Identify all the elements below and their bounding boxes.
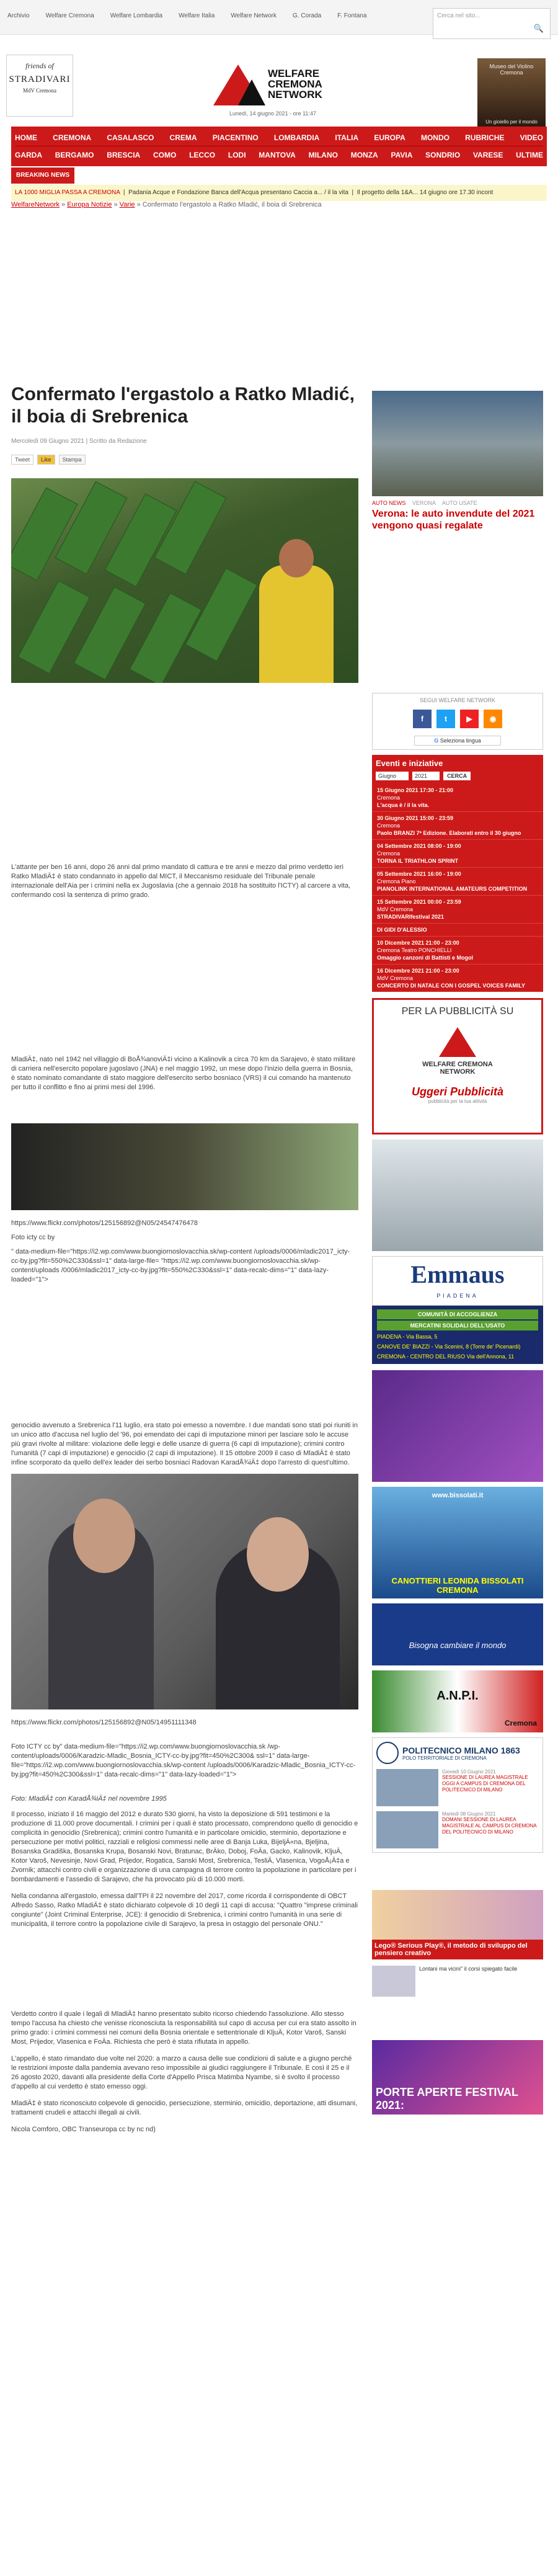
- purple-ad-image[interactable]: [372, 1370, 543, 1482]
- article-paragraph: L'attante per ben 16 anni, dopo 26 anni dal primo mandato di cattura e tre anni e mezzo dal primo verdetto ieri Ratko MladiÄ‡ è stato condannato in appello dal MICT, il Meccanismo residuale del Tribunale penale internazionale dell'Aia per i crimini nella ex Jugoslavia (che a gennaio 2018 ha sostituito l'ICTY) al carcere a vita, confermando così la sentenza di primo grado.: [11, 863, 351, 899]
- image-code: " data-medium-file="https://i2.wp.com/www.buongiornoslovacchia.sk/wp-content /uploads/0006/mladic2017_icty-cc-by.jpg?fit=550%2C330&ssl=1" data-large-file= "https://i2.wp.com/www.buongiornoslovacchia.sk/wp-content/uploads /0006/mladic2017_icty-cc-by.jpg?fit=550%2C330&ssl=1" data-recalc-dims="1" data-lazy-loaded="1">: [11, 1248, 350, 1283]
- event-date: 10 Dicembre 2021 21:00 - 23:00: [377, 940, 459, 946]
- event-date: 15 Giugno 2021 17:30 - 21:00: [377, 787, 454, 793]
- breaking-news-label: BREAKING NEWS: [11, 167, 74, 184]
- events-widget: [372, 755, 543, 992]
- sidebar-news-image[interactable]: [372, 391, 543, 496]
- event-item[interactable]: [372, 868, 543, 896]
- search-icon[interactable]: 🔍: [533, 24, 544, 33]
- article-paragraph: genocidio avvenuto a Srebrenica l'11 luglio, era stato poi emesso a novembre. I due mandati sono stati poi riuniti in un unico atto d'accusa nel luglio del '96, poi emendato dei capi di imputazione minori per lasciare solo le accuse più gravi rivolte al militare: violazione delle leggi e delle usanze di guerra (6 capi di imputazione); crimini contro l'umanità (7 capi di imputazione) e genocidio (2 capi di imputazione). Il 15 ottobre 2009 il caso di MladiÄ‡ è stato infine scorporato da quello dell'ex leader dei serbo bosniaci Radovan KaradÅ¾iÄ‡ dopo l'arresto di quest'ultimo.: [11, 1422, 358, 1466]
- ticker-item[interactable]: Il progetto della 1&A... 14 giugno ore 17.30 incont: [356, 189, 494, 196]
- topnav-link[interactable]: Welfare Cremona: [45, 12, 94, 19]
- bissolati-url: www.bissolati.it: [432, 1492, 484, 1499]
- uggeri-sub: pubblicità per la tua attività: [428, 1099, 487, 1104]
- emmaus-sub: PIADENA: [436, 1293, 479, 1299]
- event-date: 05 Settembre 2021 16:00 - 19:00: [377, 871, 461, 877]
- ticker-item[interactable]: Padania Acque e Fondazione Banca dell'Acqua presentano Caccia a... / il la vita: [128, 189, 348, 196]
- fb-post-image[interactable]: [372, 1890, 543, 1940]
- article-paragraph: MladiÄ‡, nato nel 1942 nel villaggio di BoÅ¾anoviÄ‡i vicino a Kalinovik a circa 70 km da Sarajevo, è stato militare di carriera nell'esercito popolare jugoslavo (JNA) e nel maggio 1992, un mese dopo l'inizio della guerra in Bosnia, è stato nominato comandante di stato maggiore dell'esercito serbo bosniaco (VRS) il cui comando ha mantenuto per tutto il conflitto e fino ai primi mesi del 1996.: [11, 1056, 356, 1091]
- nav-item[interactable]: CREMA: [169, 133, 197, 142]
- museo-title: Museo del Violino: [489, 63, 534, 69]
- news-thumb: [376, 1811, 438, 1848]
- event-place: MdV Cremona: [377, 906, 414, 912]
- image-credit: Foto icty cc by: [11, 1234, 55, 1241]
- sidebar-tag[interactable]: AUTO USATE: [441, 500, 477, 506]
- event-place: MdV Cremona: [377, 975, 414, 981]
- nav-item[interactable]: SONDRIO: [425, 151, 461, 159]
- porte-aperte-title: PORTE APERTE FESTIVAL 2021:: [376, 2086, 518, 2111]
- topnav-link[interactable]: Welfare Italia: [179, 12, 215, 19]
- facebook-icon[interactable]: f: [413, 710, 432, 728]
- canottieri-title: CANOTTIERI LEONIDA BISSOLATI CREMONA: [391, 1576, 524, 1595]
- topnav-link[interactable]: G. Corada: [293, 12, 322, 19]
- sidebar-news-tags: [372, 500, 543, 506]
- sidebar: [372, 391, 543, 2115]
- article-paragraph: MladiÄ‡ è stato riconosciuto colpevole di genocidio, persecuzione, sterminio, omicidio, deportazione, atti disumani, trattamenti crudeli e attacchi illegali ai civili.: [11, 2100, 358, 2116]
- event-title: Paolo BRANZI 7ª Edizione. Elaborati entro il 30 giugno: [377, 830, 521, 836]
- event-place: Cremona Teatro PONCHIELLI: [377, 947, 452, 953]
- events-title: Eventi e iniziative: [376, 759, 443, 768]
- event-item[interactable]: [372, 812, 543, 840]
- bisogna-cambiare-ad[interactable]: [372, 1603, 543, 1665]
- mercatini-title: MERCATINI SOLIDALI DELL'USATO: [377, 1321, 538, 1330]
- sidebar-tag[interactable]: AUTO NEWS: [372, 500, 406, 506]
- bissolati-ad[interactable]: [372, 1487, 543, 1598]
- uggeri-text: Uggeri Pubblicità: [411, 1085, 504, 1098]
- follow-box: [372, 693, 543, 750]
- logo-inner-triangle-icon: [238, 79, 265, 105]
- article-paragraph: Il processo, iniziato il 16 maggio del 2012 e durato 530 giorni, ha visto la deposizione di 591 testimoni e la produzione di 11.000 prove documentali. I crimini per i quali è stato processato, comprendono quello di genocidio e complicità in genocidio (Srebrenica); crimini contro l'umanità e in particolare omicidio, sterminio, deportazione e persecuzione per motivi politici, razziali e religiosi commessi nelle aree di Banja Luka, BijeljÄ«na, Bjeljina, Bosanska Gradiška, Bosanska Krupa, Bosanski Novi, Bratunac, BrÄko, Doboj, FoÄa, Gacko, Kalinovik, KljuÄ, Kotor Varoš, Nevesinje, Novi Grad, Prijedor, Rogatica, Sanski Most, Srebrenica, TesliÄ, Vlasenica, VogoÅ¡Ä‡a e Zvornik; attacchi contro civili e organizzazione di una campagna di terrore contro la popolazione in particolare per i bombardamenti e l'assedio di Sarajevo, che ha provocato più di 10.000 morti.: [11, 1811, 358, 1883]
- news-date: Martedì 08 Giugno 2021: [442, 1811, 496, 1817]
- nav-item[interactable]: MONZA: [350, 151, 378, 159]
- politecnico-widget: [372, 1737, 543, 1853]
- event-item[interactable]: [372, 937, 543, 965]
- like-button[interactable]: Like: [37, 455, 55, 465]
- event-place: Cremona: [377, 850, 401, 857]
- share-buttons: [11, 455, 358, 465]
- event-date: 15 Settembre 2021 00:00 - 23:59: [377, 899, 461, 905]
- topnav-link[interactable]: Welfare Lombardia: [110, 12, 163, 19]
- event-title: Omaggio canzoni di Battisti e Mogol: [377, 955, 474, 961]
- nav-item[interactable]: HOME: [15, 133, 37, 142]
- search-placeholder: Cerca nel sito...: [437, 12, 480, 19]
- article-main-image: [11, 478, 358, 683]
- porte-aperte-ad[interactable]: [372, 2040, 543, 2115]
- nav-item[interactable]: BERGAMO: [55, 151, 94, 159]
- anpi-title: A.N.P.I.: [436, 1689, 479, 1703]
- topnav-link[interactable]: F. Fontana: [337, 12, 367, 19]
- mercatino-location: PIADENA - Via Bassa, 5: [377, 1334, 438, 1340]
- follow-label: SEGUI WELFARE NETWORK: [419, 697, 495, 703]
- event-title: PIANOLINK INTERNATIONAL AMATEURS COMPETITION: [377, 886, 528, 892]
- event-item[interactable]: [372, 784, 543, 812]
- museo-caption: Un gioiello per il mondo: [485, 119, 538, 125]
- google-icon: G: [434, 738, 439, 744]
- breaking-news: [11, 166, 547, 196]
- politecnico-news[interactable]: [376, 1769, 539, 1806]
- breadcrumb-subsection[interactable]: Varie: [119, 201, 135, 208]
- nav-item[interactable]: GARDA: [15, 151, 42, 159]
- image-link[interactable]: https://www.flickr.com/photos/125156892@N05/14951111348: [11, 1719, 197, 1726]
- translate-select[interactable]: [414, 736, 501, 746]
- politecnico-news[interactable]: [376, 1811, 539, 1848]
- nav-item[interactable]: EUROPA: [374, 133, 405, 142]
- nav-item[interactable]: RUBRICHE: [465, 133, 505, 142]
- main-nav: [11, 127, 547, 166]
- museo-sub: Cremona: [500, 69, 523, 76]
- nav-item[interactable]: MONDO: [420, 133, 450, 142]
- fb-post-title[interactable]: Lego® Serious Play®, il metodo di sviluppo del pensiero creativo: [372, 1940, 543, 1959]
- news-thumb: [372, 1966, 415, 1997]
- nav-row-2: [15, 146, 543, 164]
- site-logo[interactable]: [205, 65, 353, 120]
- nav-item[interactable]: PAVIA: [391, 151, 413, 159]
- event-title: L'acqua è / il la vita.: [377, 802, 430, 808]
- news-title: Lontani ma vicini" il corsi spiegato facile: [419, 1966, 518, 1972]
- news-title: DOMANI SESSIONE DI LAUREA MAGISTRALE AL CAMPUS DI CREMONA DEL POLITECNICO DI MILANO: [442, 1817, 537, 1835]
- ad-logo-text: WELFARE CREMONA NETWORK: [422, 1061, 493, 1076]
- article-image-karadzic-mladic: [11, 1474, 358, 1709]
- nav-item[interactable]: LECCO: [189, 151, 216, 159]
- politecnico-sub: POLO TERRITORIALE DI CREMONA: [402, 1755, 487, 1761]
- nav-item[interactable]: BRESCIA: [107, 151, 141, 159]
- advertising-title: PER LA PUBBLICITÀ SU: [401, 1006, 514, 1017]
- breadcrumb: WelfareNetwork » Europa Notizie » Varie » Confermato l'ergastolo a Ratko Mladić, il boia di Srebrenica: [11, 201, 322, 208]
- nav-item[interactable]: COMO: [153, 151, 177, 159]
- month-select[interactable]: Giugno: [376, 772, 409, 780]
- advertising-box[interactable]: [372, 998, 543, 1134]
- breadcrumb-section[interactable]: Europa Notizie: [67, 201, 112, 208]
- nav-item[interactable]: LODI: [228, 151, 246, 159]
- friends-stradivari-banner[interactable]: [6, 55, 73, 117]
- event-item[interactable]: [372, 896, 543, 924]
- bisogna-text: Bisogna cambiare il mondo: [409, 1641, 507, 1650]
- article-paragraph: Verdetto contro il quale i legali di MladiÄ‡ hanno presentato subito ricorso chiedendo l'assoluzione. Allo stesso tempo l'accusa ha chiesto che venisse riconosciuta la responsabilità sul capo di accusa per cui era stato assolto in primo grado: i crimini commessi nei comuni della Bosnia orientale e settentrionale di KljuÄ, Kotor Varoš, Sanski Most, Prijedor, Vlasenica e FoÄa. Richiesta che però è stata rifiutata in appello.: [11, 2010, 356, 2046]
- topnav-link[interactable]: Welfare Network: [231, 12, 277, 19]
- mercatino-location: CREMONA - CENTRO DEL RIUSO Via dell'Annona, 11: [377, 1353, 515, 1360]
- image-credit: Foto ICTY cc by" data-medium-file="https://i2.wp.com/www.buongiornoslovacchia.sk /wp-content/uploads/0006/Karadzic-Mladic_Bosnia_ICTY-cc-by.jpg?fit=450%2C300& ssl=1" data-large-file="https://i2.wp.com/www.buongiornoslovacchia.sk/wp-content /uploads/0006/Karadzic-Mladic_Bosnia_ICTY-cc-by.jpg?fit=450%2C300&ssl=1" data-recalc-dims="1" data-lazy-loaded="1">: [11, 1743, 356, 1778]
- site-header: [0, 35, 558, 127]
- article-image-mladic: [11, 1123, 358, 1210]
- ad-logo-triangle-icon: [439, 1027, 476, 1057]
- emmaus-ad[interactable]: [372, 1256, 543, 1306]
- mercatino-location: CANOVE DE' BIAZZI - Via Scenini, 8 (Torre de' Picenardi): [377, 1344, 521, 1350]
- event-title: TORNA IL TRIATHLON SPRINT: [377, 858, 459, 864]
- mercatini-box[interactable]: [372, 1306, 543, 1364]
- image-link[interactable]: https://www.flickr.com/photos/125156892@N05/24547476478: [11, 1219, 198, 1227]
- friends-line: friends of: [25, 61, 54, 70]
- nav-item[interactable]: VIDEO: [520, 133, 543, 142]
- nav-item[interactable]: MILANO: [308, 151, 338, 159]
- event-title: DI GIDI D'ALESSIO: [377, 927, 427, 933]
- emmaus-title: Emmaus: [410, 1260, 505, 1288]
- article-paragraph: Nella condanna all'ergastolo, emessa dall'TPI il 22 novembre del 2017, come ricorda il corrispondente di OBCT Alfredo Sasso, Ratko MladiÄ‡ è stato dichiarato colpevole di 10 degli 11 capi di accusa: "Quattro "imprese criminali congiunte" (Joint Criminal Enterprise, JCE): il genocidio di Srebrenica, i crimini contro l'umanità in una serie di municipalità, il terrore contro la popolazione civile di Sarajevo, la presa in ostaggio del personale ONU.": [11, 1892, 358, 1928]
- anpi-ad[interactable]: [372, 1670, 543, 1732]
- sidebar-news-title[interactable]: Verona: le auto invendute del 2021 vengono quasi regalate: [372, 509, 535, 531]
- nav-item[interactable]: CASALASCO: [107, 133, 154, 142]
- fb-post-small[interactable]: [372, 1966, 543, 1997]
- nav-item[interactable]: CREMONA: [53, 133, 92, 142]
- events-search-button[interactable]: CERCA: [443, 772, 471, 780]
- article-credit: Nicola Comforo, OBC Transeuropa cc by nc nd): [11, 2126, 156, 2133]
- twitter-icon[interactable]: t: [436, 710, 455, 728]
- event-date: 04 Settembre 2021 08:00 - 19:00: [377, 843, 461, 849]
- ticker-item[interactable]: LA 1000 MIGLIA PASSA A CREMONA: [15, 189, 120, 196]
- top-bar: [0, 0, 558, 35]
- breadcrumb-home[interactable]: WelfareNetwork: [11, 201, 60, 208]
- top-nav: [7, 12, 366, 19]
- header-date: Lunedì, 14 giugno 2021 - ore 11:47: [229, 110, 316, 117]
- politecnico-title: POLITECNICO MILANO 1863: [402, 1745, 520, 1755]
- event-item[interactable]: [372, 840, 543, 868]
- event-title: CONCERTO DI NATALE CON I GOSPEL VOICES FAMILY: [377, 983, 526, 989]
- event-place: Cremona: [377, 822, 401, 829]
- politecnico-logo-icon: [376, 1742, 399, 1764]
- event-item[interactable]: [372, 924, 543, 937]
- nav-item[interactable]: VARESE: [472, 151, 503, 159]
- comunita-title: COMUNITÀ DI ACCOGLIENZA: [377, 1309, 538, 1319]
- event-item[interactable]: [372, 965, 543, 992]
- event-title: STRADIVARIfestival 2021: [377, 914, 444, 920]
- event-place: Cremona Piano: [377, 878, 416, 885]
- rss-icon[interactable]: ◉: [484, 710, 502, 728]
- anpi-sub: Cremona: [504, 1719, 537, 1727]
- sidebar-tag[interactable]: VERONA: [412, 500, 436, 506]
- nav-item[interactable]: MANTOVA: [259, 151, 296, 159]
- print-button[interactable]: Stampa: [59, 455, 86, 465]
- event-place: Cremona: [377, 795, 401, 801]
- news-title: SESSIONE DI LAUREA MAGISTRALE OGGI A CAMPUS DI CREMONA DEL POLITECNICO DI MILANO: [442, 1775, 528, 1793]
- nav-item[interactable]: ITALIA: [335, 133, 359, 142]
- year-select[interactable]: 2021: [412, 772, 440, 780]
- friends-sub: MdV Cremona: [22, 87, 57, 94]
- nav-item[interactable]: PIACENTINO: [212, 133, 259, 142]
- youtube-icon[interactable]: ▶: [460, 710, 479, 728]
- event-date: 30 Giugno 2021 15:00 - 23:59: [377, 815, 454, 821]
- friends-brand: STRADIVARI: [9, 74, 71, 84]
- nav-item[interactable]: ULTIME: [516, 151, 543, 159]
- topnav-link[interactable]: Archivio: [7, 12, 30, 19]
- image-caption: Foto: MladiÄ‡ con KaradÅ¾iÄ‡ nel novembre 1995: [11, 1795, 167, 1803]
- nav-item[interactable]: LOMBARDIA: [273, 133, 320, 142]
- news-date: Giovedì 10 Giugno 2021: [442, 1769, 496, 1775]
- news-thumb: [376, 1769, 438, 1806]
- translate-label: Seleziona lingua: [440, 738, 481, 744]
- nav-row-1: [15, 129, 543, 146]
- museo-violino-banner[interactable]: [477, 58, 546, 127]
- event-date: 16 Dicembre 2021 21:00 - 23:00: [377, 968, 459, 974]
- breadcrumb-current: Confermato l'ergastolo a Ratko Mladić, il boia di Srebrenica: [142, 201, 322, 208]
- logo-text: WELFARE CREMONA NETWORK: [268, 68, 322, 100]
- ticker-items: LA 1000 MIGLIA PASSA A CREMONA | Padania Acque e Fondazione Banca dell'Acqua presentano Caccia a... / il la vita | Il progetto della 1&A... 14 giugno ore 17.30 incont: [11, 185, 547, 201]
- article-meta: Mercoledì 09 Giugno 2021 | Scritto da Redazione: [11, 438, 147, 445]
- police-ad-image[interactable]: [372, 1139, 543, 1251]
- article-title: Confermato l'ergastolo a Ratko Mladić, il boia di Srebrenica: [11, 384, 355, 427]
- tweet-button[interactable]: Tweet: [11, 455, 33, 465]
- article-paragraph: L'appello, è stato rimandato due volte nel 2020: a marzo a causa delle sue condizioni di salute e a giugno perché le restrizioni imposte dalla pandemia avevano reso impossibile ai giudici raggiungere il Tribunale. E così il 25 e il 26 agosto 2020, davanti alla presidente della Corte d'Appello Prisca Matimba Nyambe, si è svolto il processo d'appello al cui verdetto è stato emesso oggi.: [11, 2055, 352, 2090]
- article: [11, 383, 358, 2134]
